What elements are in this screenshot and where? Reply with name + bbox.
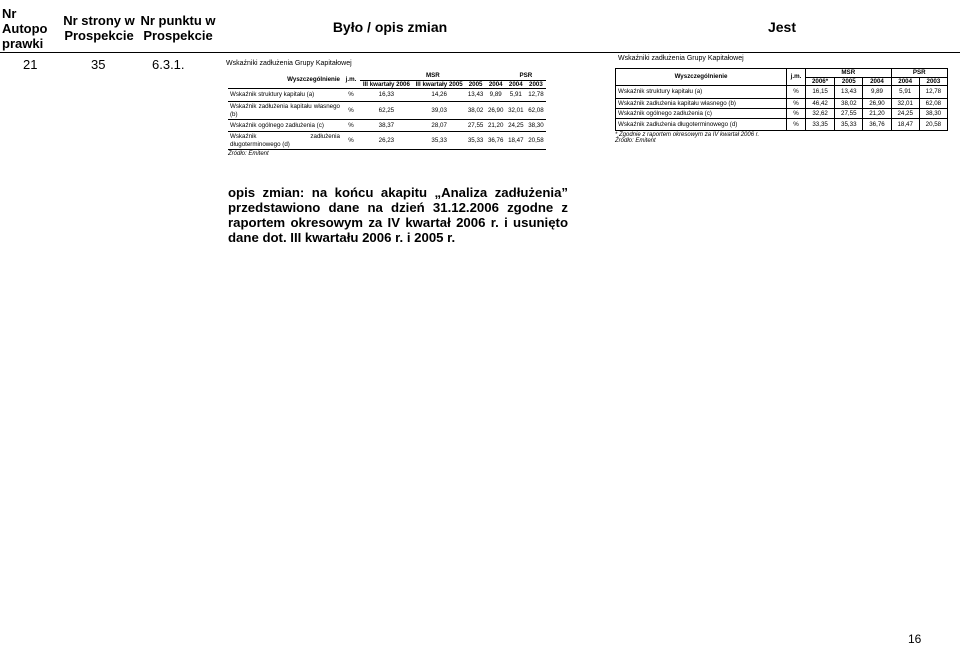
row-label: Wskaźnik struktury kapitału (a) (616, 86, 787, 99)
new-head-unit: j.m. (787, 69, 806, 86)
cell: 26,90 (486, 102, 506, 120)
row-label: Wskaźnik struktury kapitału (a) (228, 89, 342, 102)
new-table-source: Źródło: Emitent (615, 138, 656, 144)
row-label: Wskaźnik ogólnego zadłużenia (c) (616, 109, 787, 119)
cell: 18,47 (891, 119, 919, 131)
cell: 14,26 (413, 89, 466, 102)
old-head-unit: j.m. (342, 72, 360, 89)
cell: 62,08 (526, 102, 546, 120)
row-unit: % (342, 120, 360, 132)
row-unit: % (342, 89, 360, 102)
table-row (616, 119, 948, 131)
cell: 12,78 (919, 86, 947, 99)
old-table (228, 72, 546, 157)
cell: 27,55 (466, 120, 486, 132)
cell: 32,62 (806, 109, 835, 119)
cell: 38,37 (360, 120, 413, 132)
col-header-jest: Jest (767, 19, 797, 35)
row-unit: % (342, 102, 360, 120)
table-row (228, 102, 546, 120)
cell: 33,35 (806, 119, 835, 131)
old-col-4: 2004 (506, 80, 526, 89)
row-label: Wskaźnik zadłużenia długoterminowego (d) (230, 133, 340, 148)
new-col-1: 2005 (835, 77, 863, 86)
new-col-0: 2006* (806, 77, 835, 86)
cell: 21,20 (486, 120, 506, 132)
old-table-source: Źródło: Emitent (228, 151, 269, 157)
new-table (615, 68, 948, 144)
old-table-title: Wskaźniki zadłużenia Grupy Kapitałowej (226, 60, 352, 67)
cell: 5,91 (506, 89, 526, 102)
cell: 9,89 (863, 86, 891, 99)
table-row (228, 120, 546, 132)
row-unit: % (342, 132, 360, 150)
cell: 16,15 (806, 86, 835, 99)
cell: 16,33 (360, 89, 413, 102)
cell: 32,01 (891, 99, 919, 109)
old-col-2: 2005 (466, 80, 486, 89)
new-table-title: Wskaźniki zadłużenia Grupy Kapitałowej (618, 55, 744, 62)
cell: 26,90 (863, 99, 891, 109)
new-head-desc: Wyszczególnienie (616, 69, 787, 86)
cell: 20,58 (925, 120, 942, 128)
table-row (616, 86, 948, 99)
cell: 13,43 (466, 89, 486, 102)
col-header-autopoprawka: Nr Autopo prawki (2, 6, 48, 51)
row-unit: % (787, 86, 806, 99)
new-table-footnote: * Zgodnie z raportem okresowym za IV kwartał 2006 r. (615, 132, 760, 138)
row-label: Wskaźnik zadłużenia długoterminowego (d) (616, 119, 787, 131)
opis-zmian-paragraph: opis zmian: na końcu akapitu „Analiza zadłużenia” przedstawiono dane na dzień 31.12.2006 zgodne z raportem okresowym za IV kwartał 2006 r. i usunięto dane dot. III kwartału 2006 r. i 2005 r. (228, 185, 568, 245)
table-row (616, 99, 948, 109)
table-row (228, 89, 546, 102)
cell: 62,25 (360, 102, 413, 120)
row-unit: % (787, 99, 806, 109)
new-col-4: 2003 (919, 77, 947, 86)
old-col-3: 2004 (486, 80, 506, 89)
row-unit: % (787, 119, 806, 131)
row-label: Wskaźnik ogólnego zadłużenia (c) (228, 120, 342, 132)
cell: 46,42 (806, 99, 835, 109)
cell: 38,30 (919, 109, 947, 119)
page-number: 16 (908, 632, 922, 646)
new-col-2: 2004 (863, 77, 891, 86)
cell: 13,43 (835, 86, 863, 99)
cell: 18,47 (506, 132, 526, 150)
cell: 21,20 (863, 109, 891, 119)
table-row (616, 109, 948, 119)
cell: 39,03 (413, 102, 466, 120)
col-header-strona: Nr strony w Prospekcie (63, 13, 135, 43)
old-col-5: 2003 (526, 80, 546, 89)
old-head-msr: MSR (360, 72, 506, 80)
cell: 24,25 (506, 120, 526, 132)
cell: 32,01 (506, 102, 526, 120)
cell: 38,02 (466, 102, 486, 120)
row-label: Wskaźnik zadłużenia kapitału własnego (b) (616, 99, 787, 109)
row-point: 6.3.1. (152, 57, 185, 72)
cell: 5,91 (891, 86, 919, 99)
row-page: 35 (91, 57, 106, 72)
cell: 62,08 (919, 99, 947, 109)
cell: 28,07 (413, 120, 466, 132)
cell: 20,58 (526, 132, 546, 150)
table-row (228, 132, 546, 150)
old-head-psr: PSR (506, 72, 546, 80)
row-nr: 21 (23, 57, 38, 72)
old-head-desc: Wyszczególnienie (228, 72, 342, 89)
cell: 12,78 (526, 89, 546, 102)
cell: 26,23 (360, 132, 413, 150)
cell: 35,33 (835, 119, 863, 131)
col-header-punkt: Nr punktu w Prospekcie (140, 13, 216, 43)
new-head-psr: PSR (891, 69, 947, 78)
cell: 36,76 (486, 132, 506, 150)
col-header-bylo: Było / opis zmian (332, 19, 448, 35)
old-col-0: III kwartały 2006 (360, 80, 413, 89)
cell: 9,89 (486, 89, 506, 102)
new-head-msr: MSR (806, 69, 892, 78)
old-col-1: III kwartały 2005 (413, 80, 466, 89)
cell: 35,33 (413, 132, 466, 150)
cell: 27,55 (835, 109, 863, 119)
header-rule (0, 52, 960, 53)
cell: 38,02 (835, 99, 863, 109)
row-label: Wskaźnik zadłużenia kapitału własnego (b) (230, 103, 340, 118)
new-col-3: 2004 (891, 77, 919, 86)
cell: 35,33 (466, 132, 486, 150)
cell: 38,30 (526, 120, 546, 132)
row-unit: % (787, 109, 806, 119)
cell: 24,25 (891, 109, 919, 119)
cell: 36,76 (863, 119, 891, 131)
